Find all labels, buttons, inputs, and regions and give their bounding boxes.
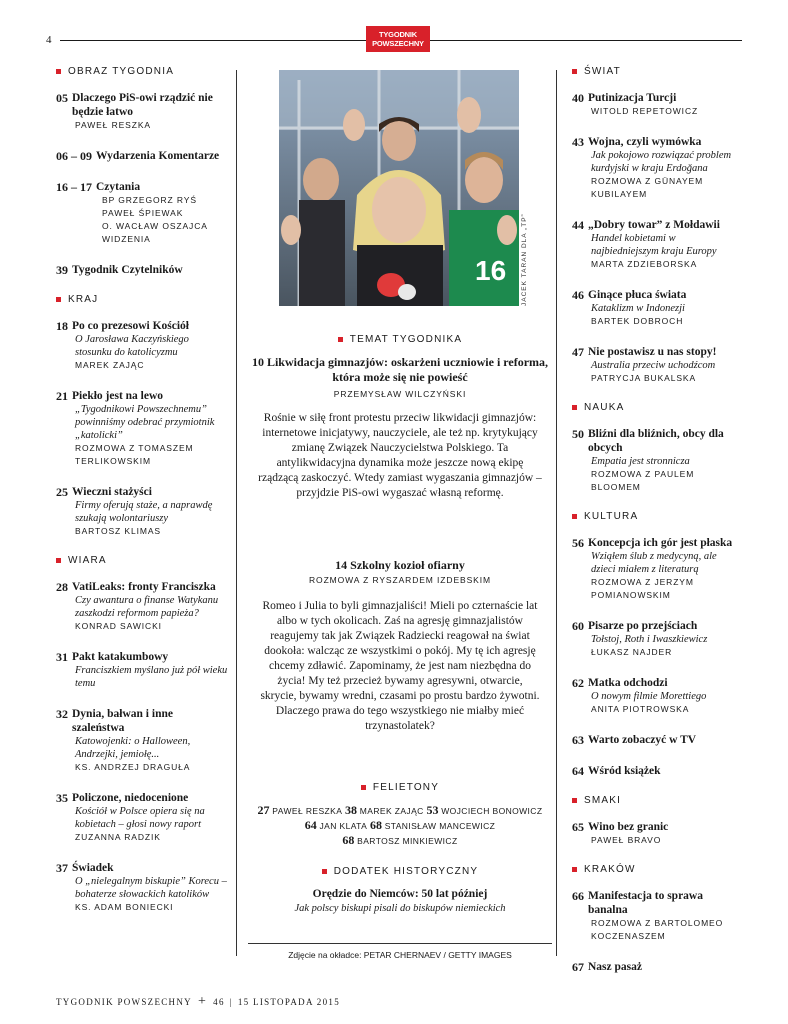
- cover-story-photo: [279, 70, 519, 306]
- article-title[interactable]: Matka odchodzi: [588, 677, 668, 689]
- page-ref: 16 – 17: [56, 180, 92, 194]
- page-ref: 21: [56, 389, 68, 403]
- dodatek-block: [250, 866, 550, 915]
- page-ref: 18: [56, 319, 68, 333]
- toc-entry[interactable]: [572, 820, 742, 847]
- page-ref: 44: [572, 218, 584, 232]
- magazine-logo: [366, 26, 430, 52]
- toc-entry[interactable]: [56, 180, 228, 246]
- article-title[interactable]: VatiLeaks: fronty Franciszka: [72, 581, 216, 593]
- article-author: WITOLD REPETOWICZ: [591, 106, 699, 116]
- article-title[interactable]: Dynia, bałwan i inne szaleństwa: [72, 708, 173, 734]
- page-ref: 25: [56, 485, 68, 499]
- article-title[interactable]: Pakt katakumbowy: [72, 651, 169, 663]
- column-author-entry[interactable]: [305, 820, 370, 832]
- page-ref: 39: [56, 263, 68, 277]
- page-ref: 40: [572, 91, 584, 105]
- page-ref: 56: [572, 536, 584, 550]
- column-divider-right: [556, 70, 557, 956]
- toc-entry-heading: [56, 149, 228, 163]
- section-title: KRAJ: [68, 294, 99, 305]
- toc-entry[interactable]: [572, 536, 742, 602]
- toc-entry[interactable]: [572, 733, 742, 747]
- toc-entry[interactable]: [56, 149, 228, 163]
- cover-credit: Zdjęcie na okładce: PETAR CHERNAEV / GETTY IMAGES: [288, 950, 512, 960]
- section-marker-icon: [572, 867, 577, 872]
- footer-magazine: TYGODNIK POWSZECHNY: [56, 997, 192, 1007]
- toc-entry-heading: [56, 791, 228, 805]
- toc-entry-heading: [56, 389, 228, 403]
- cover-article-2-title[interactable]: 14 Szkolny kozioł ofiarny: [335, 558, 465, 572]
- article-author: PAWEŁ ŚPIEWAK: [102, 208, 184, 218]
- article-title[interactable]: Po co prezesowi Kościół: [72, 320, 189, 332]
- toc-entry-heading: [56, 319, 228, 333]
- page-ref: 62: [572, 676, 584, 690]
- dodatek-subtitle: Jak polscy biskupi pisali do biskupów niemieckich: [294, 903, 506, 914]
- article-subtitle: Handel kobietami w najbiedniejszym kraju Europy: [591, 233, 717, 257]
- article-title[interactable]: Świadek: [72, 862, 114, 874]
- column-author-entry[interactable]: [370, 820, 495, 832]
- page-ref: 63: [572, 733, 584, 747]
- article-title[interactable]: Wśród książek: [588, 765, 661, 777]
- article-author: ŁUKASZ NAJDER: [591, 647, 673, 657]
- cover-topic-block: [250, 334, 550, 501]
- article-author: KONRAD SAWICKI: [75, 621, 162, 631]
- article-title[interactable]: Piekło jest na lewo: [72, 390, 164, 402]
- article-title[interactable]: Tygodnik Czytelników: [72, 264, 183, 276]
- article-subtitle: „Tygodnikowi Powszechnemu” powinniśmy odebrać przymiotnik „katolicki”: [75, 404, 215, 441]
- page-ref: 68: [342, 833, 355, 847]
- article-subtitle: Australia przeciw uchodźcom: [591, 360, 716, 371]
- page-ref: 46: [572, 288, 584, 302]
- page-ref: 35: [56, 791, 68, 805]
- article-author: BARTEK DOBROCH: [591, 316, 684, 326]
- section-marker-icon: [572, 69, 577, 74]
- article-title[interactable]: Czytania: [96, 181, 141, 193]
- bottom-rule: [248, 943, 552, 944]
- photo-credit: JACEK TARAN DLA „TP”: [521, 213, 528, 306]
- page-ref: 31: [56, 650, 68, 664]
- section-marker-icon: [56, 69, 61, 74]
- article-subtitle: O „nielegalnym biskupie” Korecu – bohaterze słowackich katolików: [75, 876, 227, 900]
- toc-entry-heading: [572, 619, 742, 633]
- toc-entry-heading: [572, 288, 742, 302]
- article-author: KS. ANDRZEJ DRAGUŁA: [75, 762, 191, 772]
- cover-article-1-title[interactable]: 10 Likwidacja gimnazjów: oskarżeni uczniowie i reforma, która może się nie powieść: [251, 355, 549, 384]
- page-ref: 37: [56, 861, 68, 875]
- toc-entry-heading: [572, 676, 742, 690]
- toc-entry[interactable]: [56, 263, 228, 277]
- article-author: ROZMOWA Z JERZYM POMIANOWSKIM: [591, 577, 694, 600]
- page-ref: 65: [572, 820, 584, 834]
- article-subtitle: Jak pokojowo rozwiązać problem kurdyjski w kraju Erdoğana: [591, 150, 732, 174]
- toc-entry[interactable]: [572, 676, 742, 716]
- column-author: WOJCIECH BONOWICZ: [441, 806, 543, 816]
- page-ref: 64: [304, 818, 317, 832]
- section-marker-icon: [572, 405, 577, 410]
- toc-entry[interactable]: [56, 861, 228, 914]
- article-author: BARTOSZ KLIMAS: [75, 526, 161, 536]
- section-heading: [572, 511, 742, 522]
- article-author: O. WACŁAW OSZAJCA: [102, 221, 208, 231]
- article-author: MARTA ZDZIEBORSKA: [591, 259, 698, 269]
- footer-issue: 46: [213, 997, 225, 1007]
- section-marker-icon: [56, 558, 61, 563]
- article-subtitle: Wziąłem ślub z medycyną, ale dzieci miałem z literaturą: [591, 551, 717, 575]
- toc-entry-heading: [56, 580, 228, 594]
- page-ref: 68: [369, 818, 382, 832]
- toc-entry-heading: [572, 960, 742, 974]
- article-subtitle: O Jarosława Kaczyńskiego stosunku do katolicyzmu: [75, 334, 189, 358]
- section-heading: [572, 66, 742, 77]
- toc-entry[interactable]: [572, 135, 742, 201]
- column-divider-left: [236, 70, 237, 956]
- section-marker-icon: [572, 514, 577, 519]
- section-heading-felietony: FELIETONY: [250, 782, 550, 793]
- toc-entry-heading: [56, 650, 228, 664]
- felietony-block: [250, 782, 550, 848]
- logo-line1: TYGODNIK: [379, 30, 417, 39]
- section-heading: [572, 795, 742, 806]
- section-title: WIARA: [68, 555, 107, 566]
- column-author-entry[interactable]: [342, 835, 457, 847]
- toc-entry-heading: [572, 733, 742, 747]
- toc-entry[interactable]: [56, 389, 228, 468]
- toc-entry[interactable]: [572, 619, 742, 659]
- felietony-list: [250, 803, 550, 848]
- section-title: SMAKI: [584, 795, 622, 806]
- article-subtitle: Franciszkiem myślano już pół wieku temu: [75, 665, 228, 689]
- felietony-row: [250, 803, 550, 818]
- article-author: MAREK ZAJĄC: [75, 360, 145, 370]
- column-author: JAN KLATA: [319, 821, 368, 831]
- toc-entry-heading: [572, 345, 742, 359]
- section-title: NAUKA: [584, 402, 625, 413]
- article-title[interactable]: Dlaczego PiS-owi rządzić nie będzie łatwo: [72, 92, 213, 118]
- dodatek-title[interactable]: Orędzie do Niemców: 50 lat później: [312, 888, 488, 900]
- toc-entry-heading: [572, 889, 742, 917]
- toc-entry[interactable]: [56, 791, 228, 844]
- students-photo-illustration: [279, 70, 519, 306]
- felietony-row: [250, 818, 550, 833]
- page-ref: 05: [56, 91, 68, 105]
- article-subtitle: Firmy oferują staże, a naprawdę szukają wolontariuszy: [75, 500, 213, 524]
- cover-article-2-author: ROZMOWA Z RYSZARDEM IZDEBSKIM: [309, 575, 491, 585]
- article-title[interactable]: Pisarze po przejściach: [588, 620, 698, 632]
- article-title[interactable]: Ginące płuca świata: [588, 289, 687, 301]
- toc-entry[interactable]: [572, 764, 742, 778]
- toc-entry-heading: [572, 427, 742, 455]
- article-author: ROZMOWA Z BARTOLOMEO KOCZENASZEM: [591, 918, 724, 941]
- column-author: MAREK ZAJĄC: [359, 806, 424, 816]
- page-ref: 66: [572, 889, 584, 903]
- page-ref: 47: [572, 345, 584, 359]
- article-title[interactable]: Bliźni dla bliźnich, obcy dla obcych: [588, 428, 724, 454]
- page-ref: 28: [56, 580, 68, 594]
- toc-entry-heading: [56, 263, 228, 277]
- toc-entry-heading: [56, 861, 228, 875]
- article-title[interactable]: „Dobry towar” z Mołdawii: [588, 219, 720, 231]
- section-marker-icon: [56, 297, 61, 302]
- article-author: BP GRZEGORZ RYŚ: [102, 195, 197, 205]
- section-marker-icon: [572, 798, 577, 803]
- article-title[interactable]: Wieczni stażyści: [72, 486, 152, 498]
- section-heading-temat: TEMAT TYGODNIKA: [250, 334, 550, 345]
- section-heading: [572, 864, 742, 875]
- column-author-entry[interactable]: [345, 805, 426, 817]
- section-marker-icon: [361, 785, 366, 790]
- felietony-row: [250, 833, 550, 848]
- logo-line2: POWSZECHNY: [372, 39, 424, 48]
- article-author: PAWEŁ RESZKA: [75, 120, 151, 130]
- column-author: PAWEŁ RESZKA: [272, 806, 343, 816]
- page-ref: 67: [572, 960, 584, 974]
- article-title[interactable]: Wojna, czyli wymówka: [588, 136, 702, 148]
- toc-entry[interactable]: [572, 218, 742, 271]
- section-marker-icon: [338, 337, 343, 342]
- toc-entry-heading: [572, 135, 742, 149]
- article-title[interactable]: Putinizacja Turcji: [588, 92, 677, 104]
- toc-entry-heading: [56, 485, 228, 499]
- toc-entry-heading: [572, 218, 742, 232]
- article-author: KS. ADAM BONIECKI: [75, 902, 174, 912]
- toc-entry[interactable]: [56, 707, 228, 774]
- toc-entry[interactable]: [572, 889, 742, 943]
- section-title: OBRAZ TYGODNIA: [68, 66, 175, 77]
- cover-article-1-author: PRZEMYSŁAW WILCZYŃSKI: [333, 389, 467, 399]
- article-author: ROZMOWA Z TOMASZEM TERLIKOWSKIM: [75, 443, 194, 466]
- article-author: PATRYCJA BUKALSKA: [591, 373, 697, 383]
- svg-text:16: 16: [475, 255, 507, 286]
- article-subtitle: Kataklizm w Indonezji: [591, 303, 685, 314]
- page-ref: 64: [572, 764, 584, 778]
- article-title[interactable]: Warto zobaczyć w TV: [588, 734, 697, 746]
- section-heading: [56, 555, 228, 566]
- article-title[interactable]: Policzone, niedocenione: [72, 792, 189, 804]
- article-author: WIDZENIA: [102, 234, 151, 244]
- column-author: STANISŁAW MANCEWICZ: [384, 821, 496, 831]
- section-title: KULTURA: [584, 511, 639, 522]
- section-heading: [56, 66, 228, 77]
- toc-entry[interactable]: [572, 427, 742, 494]
- toc-entry-heading: [572, 820, 742, 834]
- article-title[interactable]: Nasz pasaż: [588, 961, 642, 973]
- article-author: PAWEŁ BRAVO: [591, 835, 662, 845]
- toc-entry-heading: [572, 764, 742, 778]
- article-subtitle: Empatia jest stronnicza: [591, 456, 690, 467]
- toc-entry-heading: [56, 91, 228, 119]
- toc-entry-heading: [572, 91, 742, 105]
- toc-entry[interactable]: [572, 345, 742, 385]
- toc-entry[interactable]: [56, 650, 228, 690]
- column-author-entry[interactable]: [426, 805, 542, 817]
- article-subtitle: Kościół w Polsce opiera się na kobietach – głosi nowy raport: [75, 806, 205, 830]
- page-footer: [56, 994, 340, 1010]
- cover-article-2-lead: Romeo i Julia to byli gimnazjaliści! Mieli po czternaście lat albo w tych okolicach. Zaś na agresję gimnazjalistów reagujemy tak jak Związek Radziecki reagował na świat dookoła: walcząc ze wszystkimi o pokój. My tę ich agresję chcemy zdławić. Zapominamy, że jest nam niezbędna do życia! My też przecież bywamy agresywni, otwarcie, skrycie, bywamy wredni, czasami po prostu bardzo żywotni. Dlaczego prawa do tego wszystkiego nie miałby mieć trzynastolatek?: [260, 600, 540, 732]
- toc-entry-heading: [572, 536, 742, 550]
- section-heading-dodatek: DODATEK HISTORYCZNY: [250, 866, 550, 877]
- page-number: 4: [46, 34, 52, 46]
- section-marker-icon: [322, 869, 327, 874]
- cover-article-2-block: [250, 558, 550, 734]
- footer-date: 15 LISTOPADA 2015: [237, 997, 340, 1007]
- cover-article-1-lead: Rośnie w siłę front protestu przeciw likwidacji gimnazjów: internetowe inicjatywy, nauczyciele, ale też np. krytykujący zmianę Związek Nauczycielstwa Polskiego. Ta antylikwidacyjna dynamika może jeszcze nową ekipę rządzącą zaskoczyć. Wtedy zamiast wygaszania gimnazjów – przyjdzie PiS-owi wygaszać własną reformę.: [258, 412, 542, 499]
- article-title[interactable]: Manifestacja to sprawa banalna: [588, 890, 703, 916]
- toc-entry-heading: [56, 180, 228, 194]
- section-heading: [572, 402, 742, 413]
- page-ref: 27: [257, 803, 270, 817]
- page-ref: 43: [572, 135, 584, 149]
- article-subtitle: Tołstoj, Roth i Iwaszkiewicz: [591, 634, 708, 645]
- article-title[interactable]: Nie postawisz u nas stopy!: [588, 346, 717, 358]
- toc-entry[interactable]: [56, 485, 228, 538]
- toc-entry[interactable]: [572, 288, 742, 328]
- page-ref: 32: [56, 707, 68, 721]
- section-title: KRAKÓW: [584, 864, 636, 875]
- page-ref: 06 – 09: [56, 149, 92, 163]
- column-author-entry[interactable]: [258, 805, 345, 817]
- article-author: ZUZANNA RADZIK: [75, 832, 161, 842]
- article-subtitle: Katowojenki: o Halloween, Andrzejki, jemiołę...: [75, 736, 191, 760]
- toc-entry[interactable]: [572, 91, 742, 118]
- page-ref: 50: [572, 427, 584, 441]
- article-title[interactable]: Wydarzenia Komentarze: [96, 150, 220, 162]
- bar-separator: |: [229, 997, 233, 1007]
- article-author: ANITA PIOTROWSKA: [591, 704, 690, 714]
- toc-right-column: [572, 66, 742, 991]
- column-author: BARTOSZ MINKIEWICZ: [357, 836, 458, 846]
- toc-entry-heading: [56, 707, 228, 735]
- article-title[interactable]: Koncepcja ich gór jest płaska: [588, 537, 733, 549]
- article-author: ROZMOWA Z GÜNAYEM KUBILAYEM: [591, 176, 704, 199]
- article-subtitle: O nowym filmie Morettiego: [591, 691, 707, 702]
- page-ref: 53: [426, 803, 439, 817]
- toc-entry[interactable]: [56, 91, 228, 132]
- article-subtitle: Czy awantura o finanse Watykanu zaszkodzi reformom papieża?: [75, 595, 219, 619]
- toc-entry[interactable]: [56, 319, 228, 372]
- section-title: ŚWIAT: [584, 66, 621, 77]
- plus-separator-icon: +: [197, 994, 208, 1009]
- toc-entry[interactable]: [56, 580, 228, 633]
- section-heading: [56, 294, 228, 305]
- article-title[interactable]: Wino bez granic: [588, 821, 669, 833]
- article-author: ROZMOWA Z PAULEM BLOOMEM: [591, 469, 695, 492]
- toc-left-column: [56, 66, 228, 931]
- toc-entry[interactable]: [572, 960, 742, 974]
- page-ref: 60: [572, 619, 584, 633]
- page-ref: 38: [345, 803, 358, 817]
